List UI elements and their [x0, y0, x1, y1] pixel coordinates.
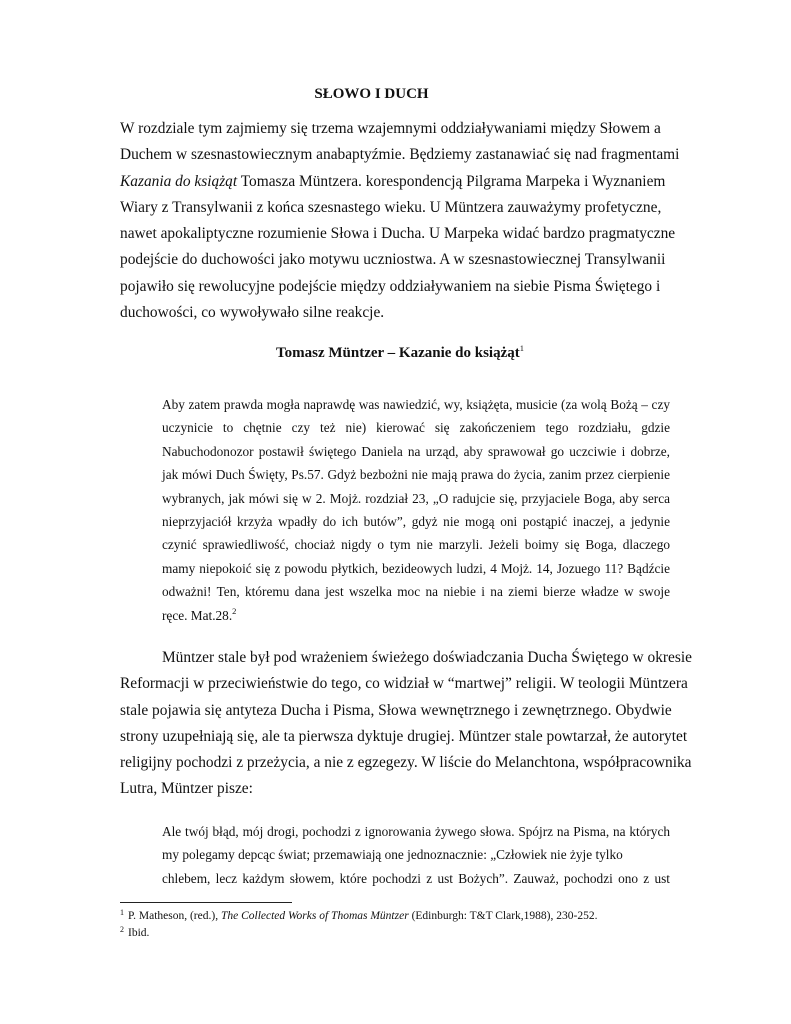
footnote-number: 1 — [120, 908, 124, 917]
footnote-2 — [120, 923, 680, 940]
intro-line: duchowości, co wywoływało silne reakcje. — [120, 304, 385, 322]
intro-line: Duchem w szesnastowiecznym anabaptyźmie. Będziemy zastanawiać się nad fragmentami — [120, 146, 680, 164]
quote-line: uczynicie to chętnie czy też nie) kierować się zakończeniem tego rozdziału, gdzie — [162, 420, 670, 436]
block-quote-2 — [162, 820, 670, 890]
intro-line: podejście do duchowości jako motywu uczniostwa. A w szesnastowiecznej Transylwanii — [120, 251, 666, 269]
footnote-text: Ibid. — [128, 927, 150, 939]
quote-line: Ale twój błąd, mój drogi, pochodzi z ignorowania żywego słowa. Spójrz na Pisma, na których — [162, 824, 670, 839]
intro-line: Wiary z Transylwanii z końca szesnastego wieku. U Müntzera zauważymy profetyczne, — [120, 198, 662, 216]
quote-line: my polegamy depcąc świat; przemawiają one jednoznacznie: „Człowiek nie żyje tylko — [162, 847, 623, 863]
quote-line: czynić sprawiedliwość, chociaż nigdy o tym nie marzyli. Jeżeli boimy się Boga, dlaczego — [162, 537, 670, 553]
body-line: religijny pochodzi z przeżycia, a nie z egzegezy. W liście do Melanchtona, współpracownika — [120, 754, 692, 772]
footnote-book-title: The Collected Works of Thomas Müntzer — [220, 910, 409, 922]
footnote-1 — [120, 906, 680, 923]
quote-line: wybranych, jak mówi się w 2. Mojż. rozdział 23, „O radujcie się, przyjaciele Boga, aby serca — [162, 490, 670, 506]
footnote-ref-2[interactable]: 2 — [232, 605, 237, 616]
footnote-text: (Edinburgh: T&T Clark,1988), 230-252. — [408, 910, 598, 922]
intro-line-rest: Tomasza Müntzera. korespondencją Pilgrama Marpeka i Wyznaniem — [240, 172, 666, 190]
quote-line: chlebem, lecz każdym słowem, które pochodzi z ust Bożych”. Zauważ, pochodzi ono z ust — [162, 870, 670, 886]
quote-line: odważni! Ten, któremu dana jest wszelka moc na niebie i na ziemi bierze władze w swoje — [162, 584, 670, 600]
footnote-text: P. Matheson, (red.), — [128, 910, 221, 922]
body-line: stale pojawia się antyteza Ducha i Pisma, Słowa wewnętrznego i zewnętrznego. Obydwie — [120, 701, 672, 719]
quote-line: jak mówi Duch Święty, Ps.57. Gdyż bezbożni nie mają prawa do życia, zanim przez cierpienie — [162, 467, 670, 483]
body-line: Lutra, Müntzer pisze: — [120, 780, 253, 798]
footnote-ref-1[interactable]: 1 — [519, 343, 524, 353]
intro-line — [120, 169, 680, 195]
sermon-title-italic: Kazania do książąt — [120, 172, 238, 190]
intro-paragraph — [120, 116, 680, 326]
quote-line: nieprzyjaciół krzyża wpadły do ich butów”, gdyż nie mogą oni postąpić inaczej, a jedynie — [162, 514, 670, 530]
body-line: Müntzer stale był pod wrażeniem świeżego doświadczania Ducha Świętego w okresie — [162, 649, 692, 666]
body-paragraph-2 — [120, 645, 692, 803]
footnote-number: 2 — [120, 925, 124, 934]
quote-line: Aby zatem prawda mogła naprawdę was nawiedzić, wy, książęta, musicie (za wolą Bożą – czy — [162, 397, 670, 412]
page-title: SŁOWO I DUCH — [314, 86, 429, 102]
intro-line: pojawiło się rewolucyjne podejście między oddziaływaniem na siebie Pisma Świętego i — [120, 277, 661, 295]
footnote-separator — [120, 902, 292, 903]
intro-line: nawet apokaliptyczne rozumienie Słowa i Ducha. U Marpeka widać bardzo pragmatyczne — [120, 225, 676, 243]
section-heading-text: Tomasz Müntzer – Kazanie do książąt — [276, 345, 520, 361]
body-line: Reformacji w przeciwieństwie do tego, co widział w “martwej” religii. W teologii Müntzera — [120, 675, 688, 693]
quote-line: mamy niepokoić się z powodu płytkich, bezideowych ludzi, 4 Mojż. 14, Jozuego 11? Bądźcie — [162, 560, 670, 576]
footnotes — [120, 906, 680, 940]
quote-line: Nabuchodonozor postawił świętego Daniela na urząd, aby sprawował go uczciwie i dobrze, — [162, 443, 670, 459]
section-heading — [120, 341, 680, 365]
quote-line-text: ręce. Mat.28. — [162, 607, 233, 623]
intro-line: W rozdziale tym zajmiemy się trzema wzajemnymi oddziaływaniami między Słowem a — [120, 120, 661, 137]
block-quote-1 — [162, 393, 670, 627]
quote-line — [162, 604, 670, 627]
body-line: strony uzupełniają się, ale ta pierwsza dyktuje drugiej. Müntzer stale powtarzał, że autorytet — [120, 727, 688, 745]
